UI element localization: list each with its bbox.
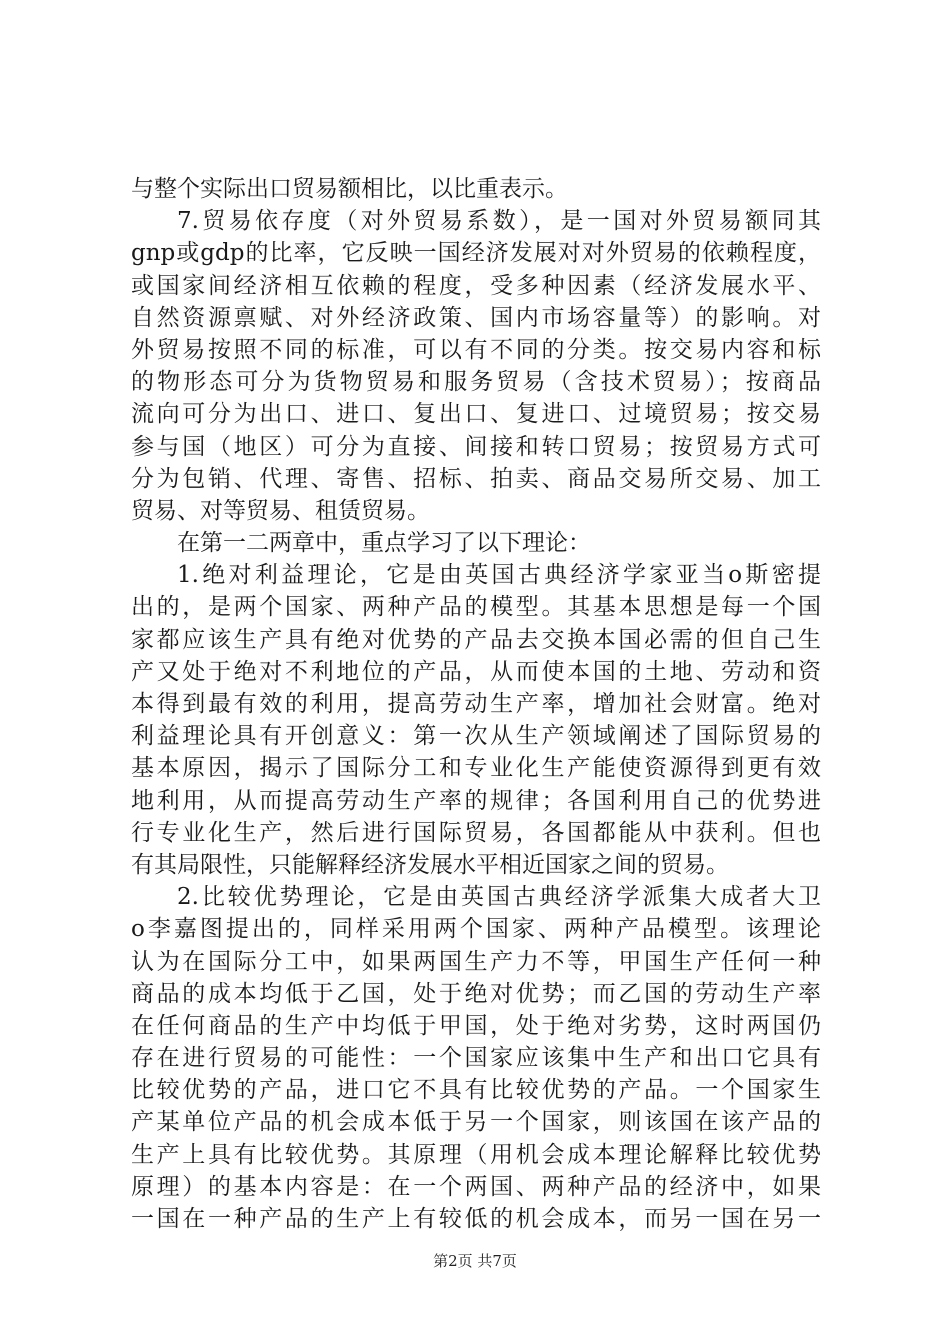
text-line: 产某单位产品的机会成本低于另一个国家，则该国在该产品的 [131,1109,821,1136]
text-line: 的物形态可分为货物贸易和服务贸易（含技术贸易）；按商品 [131,369,821,396]
text-line: 流向可分为出口、进口、复出口、复进口、过境贸易；按交易 [131,401,821,428]
text-line: 产又处于绝对不利地位的产品，从而使本国的土地、劳动和资 [131,658,821,685]
text-line: 一国在一种产品的生产上有较低的机会成本，而另一国在另一 [131,1206,821,1232]
text-line: 原理）的基本内容是：在一个两国、两种产品的经济中，如果 [131,1173,821,1200]
text-line: 基本原因，揭示了国际分工和专业化生产能使资源得到更有效 [131,755,821,782]
text-line: 外贸易按照不同的标准，可以有不同的分类。按交易内容和标 [131,336,821,363]
text-line: 7.贸易依存度（对外贸易系数），是一国对外贸易额同其 [177,208,821,235]
text-line: 出的，是两个国家、两种产品的模型。其基本思想是每一个国 [131,594,821,621]
text-line: 商品的成本均低于乙国，处于绝对优势；而乙国的劳动生产率 [131,980,821,1007]
text-line: 地利用，从而提高劳动生产率的规律；各国利用自己的优势进 [131,787,821,814]
text-line: 或国家间经济相互依赖的程度，受多种因素（经济发展水平、 [131,272,821,299]
text-line: 利益理论具有开创意义：第一次从生产领域阐述了国际贸易的 [131,723,821,750]
text-line: 2.比较优势理论，它是由英国古典经济学派集大成者大卫 [177,884,821,911]
text-line: 存在进行贸易的可能性：一个国家应该集中生产和出口它具有 [131,1045,821,1072]
text-line: 在任何商品的生产中均低于甲国，处于绝对劣势，这时两国仍 [131,1012,821,1039]
text-line: 自然资源禀赋、对外经济政策、国内市场容量等）的影响。对 [131,304,821,331]
text-line: 比较优势的产品，进口它不具有比较优势的产品。一个国家生 [131,1077,821,1104]
text-line: 认为在国际分工中，如果两国生产力不等，甲国生产任何一种 [131,948,821,975]
page-footer: 第2页 共7页 [433,1252,517,1270]
text-line: 在第一二两章中，重点学习了以下理论： [177,530,591,557]
document-body [131,173,821,1235]
text-line: 行专业化生产，然后进行国际贸易，各国都能从中获利。但也 [131,819,821,846]
text-line: 分为包销、代理、寄售、招标、拍卖、商品交易所交易、加工 [131,465,821,492]
text-line: 本得到最有效的利用，提高劳动生产率，增加社会财富。绝对 [131,691,821,717]
text-line: 参与国（地区）可分为直接、间接和转口贸易；按贸易方式可 [131,433,821,460]
text-line: 家都应该生产具有绝对优势的产品去交换本国必需的但自己生 [131,626,821,653]
text-line: 贸易、对等贸易、租赁贸易。 [131,497,430,524]
text-line: 有其局限性，只能解释经济发展水平相近国家之间的贸易。 [131,851,729,878]
text-line: gnp或gdp的比率，它反映一国经济发展对对外贸易的依赖程度， [131,240,821,267]
text-line: 与整个实际出口贸易额相比，以比重表示。 [131,176,568,202]
text-line: o李嘉图提出的，同样采用两个国家、两种产品模型。该理论 [131,916,821,943]
text-line: 1.绝对利益理论，它是由英国古典经济学家亚当o斯密提 [177,562,821,589]
text-line: 生产上具有比较优势。其原理（用机会成本理论解释比较优势 [131,1141,821,1168]
